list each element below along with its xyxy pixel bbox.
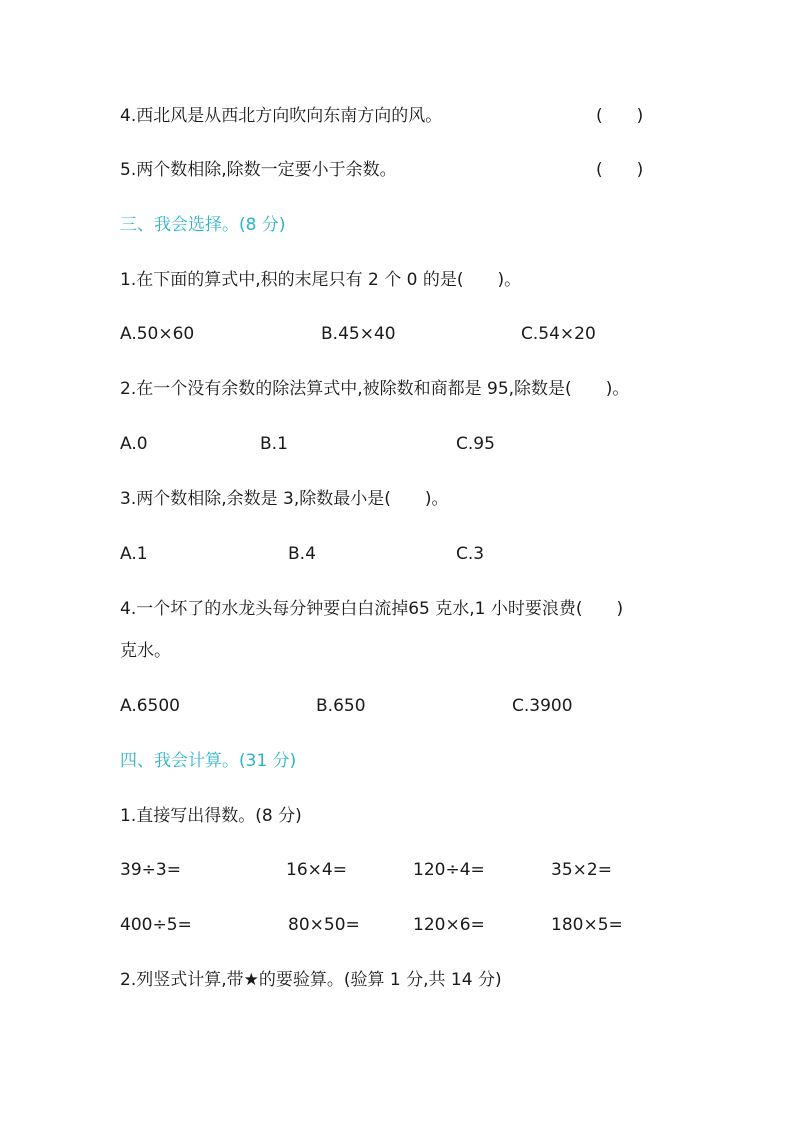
judgement-question-4: 4.西北风是从西北方向吹向东南方向的风。: [120, 106, 443, 126]
option-b[interactable]: B.4: [288, 544, 316, 564]
oral-calc-item: 180×5=: [551, 915, 623, 935]
oral-calc-item: 39÷3=: [120, 860, 181, 880]
oral-calc-item: 80×50=: [288, 915, 360, 935]
oral-calc-item: 400÷5=: [120, 915, 192, 935]
option-c[interactable]: C.3900: [512, 696, 573, 716]
option-a[interactable]: A.6500: [120, 696, 180, 716]
choice-question-4: 4.一个坏了的水龙头每分钟要白白流掉65 克水,1 小时要浪费( ): [120, 599, 624, 619]
option-a[interactable]: A.50×60: [120, 324, 195, 344]
calc-question-1: 1.直接写出得数。(8 分): [120, 806, 302, 826]
choice-question-3: 3.两个数相除,余数是 3,除数最小是( )。: [120, 489, 449, 509]
oral-calc-item: 16×4=: [286, 860, 347, 880]
choice-question-2: 2.在一个没有余数的除法算式中,被除数和商都是 95,除数是( )。: [120, 379, 630, 399]
answer-blank-5[interactable]: ( ): [596, 160, 644, 180]
answer-blank-4[interactable]: ( ): [596, 106, 644, 126]
option-c[interactable]: C.3: [456, 544, 485, 564]
option-b[interactable]: B.45×40: [321, 324, 396, 344]
option-a[interactable]: A.0: [120, 434, 148, 454]
option-c[interactable]: C.95: [456, 434, 495, 454]
option-c[interactable]: C.54×20: [521, 324, 596, 344]
section-heading-calculation: 四、我会计算。(31 分): [120, 751, 297, 771]
section-heading-choice: 三、我会选择。(8 分): [120, 215, 286, 235]
oral-calc-item: 120÷4=: [413, 860, 485, 880]
oral-calc-item: 120×6=: [413, 915, 485, 935]
calc-question-2: 2.列竖式计算,带★的要验算。(验算 1 分,共 14 分): [120, 970, 502, 990]
option-b[interactable]: B.650: [316, 696, 366, 716]
choice-question-1: 1.在下面的算式中,积的末尾只有 2 个 0 的是( )。: [120, 270, 522, 290]
judgement-question-5: 5.两个数相除,除数一定要小于余数。: [120, 160, 397, 180]
oral-calc-item: 35×2=: [551, 860, 612, 880]
option-a[interactable]: A.1: [120, 544, 148, 564]
option-b[interactable]: B.1: [260, 434, 288, 454]
choice-question-4-continued: 克水。: [120, 641, 171, 661]
